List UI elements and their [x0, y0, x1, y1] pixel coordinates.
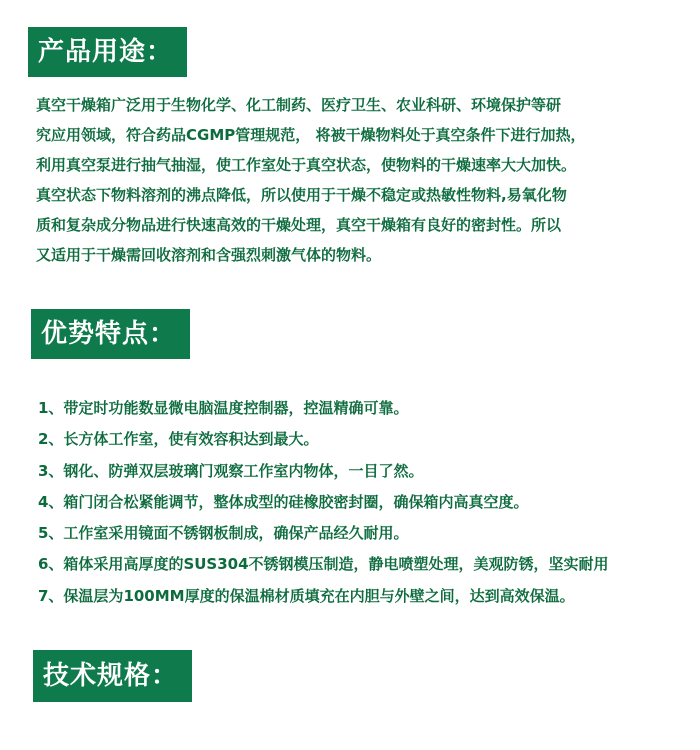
- paragraph-line: 质和复杂成分物品进行快速高效的干燥处理，真空干燥箱有良好的密封性。所以: [36, 216, 562, 234]
- paragraph-line: 利用真空泵进行抽气抽湿，使工作室处于真空状态，使物料的干燥速率大大加快。: [36, 156, 577, 174]
- paragraph-line: 真空干燥箱广泛用于生物化学、化工制药、医疗卫生、农业科研、环境保护等研: [36, 96, 562, 114]
- specs-section-header: 技术规格：: [33, 650, 192, 702]
- list-item: 3、钢化、防弹双层玻璃门观察工作室内物体，一目了然。: [38, 461, 424, 480]
- usage-section-header: 产品用途：: [28, 27, 187, 77]
- paragraph-line: 又适用于干燥需回收溶剂和含强烈刺激气体的物料。: [36, 246, 382, 264]
- paragraph-line: 究应用领域，符合药品CGMP管理规范， 将被干燥物料处于真空条件下进行加热，: [36, 126, 586, 144]
- list-item: 7、保温层为100MM厚度的保温棉材质填充在内胆与外壁之间，达到高效保温。: [38, 586, 575, 605]
- paragraph-line: 真空状态下物料溶剂的沸点降低，所以使用于干燥不稳定或热敏性物料,易氧化物: [36, 186, 567, 204]
- advantages-section-header: 优势特点：: [31, 309, 190, 359]
- list-item: 4、箱门闭合松紧能调节，整体成型的硅橡胶密封圈，确保箱内高真空度。: [38, 492, 529, 511]
- list-item: 2、长方体工作室，使有效容积达到最大。: [38, 430, 319, 449]
- list-item: 5、工作室采用镜面不锈钢板制成，确保产品经久耐用。: [38, 524, 409, 543]
- advantages-list: [38, 393, 700, 612]
- list-item: 1、带定时功能数显微电脑温度控制器，控温精确可靠。: [38, 399, 409, 417]
- list-item: 6、箱体采用高厚度的SUS304不锈钢模压制造，静电喷塑处理，美观防锈，坚实耐用: [38, 555, 609, 574]
- usage-paragraph: [36, 90, 700, 270]
